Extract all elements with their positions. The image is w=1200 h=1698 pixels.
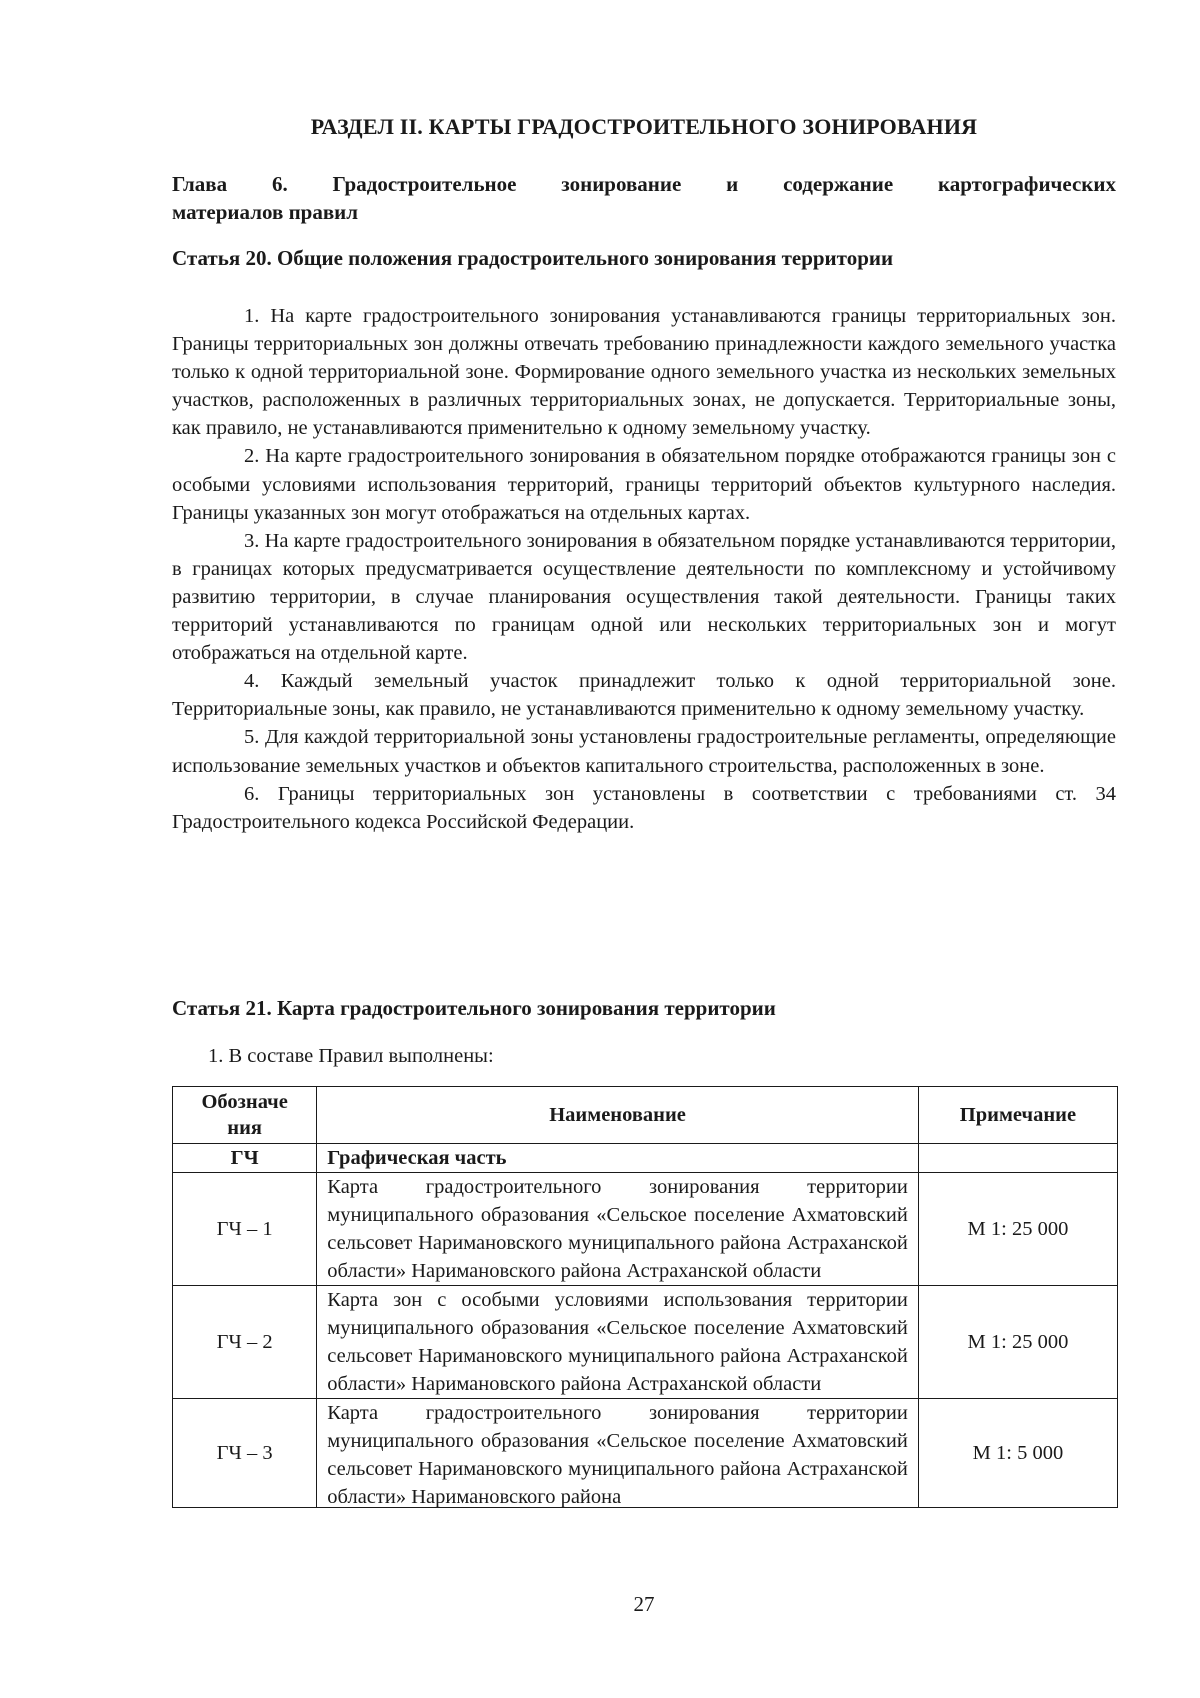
article-21-title: Статья 21. Карта градостроительного зонирования территории <box>172 996 776 1020</box>
header-code: Обозначе ния <box>173 1087 317 1144</box>
table-header-row <box>173 1087 1118 1144</box>
table-row <box>173 1286 1118 1399</box>
row-note: М 1: 25 000 <box>918 1173 1117 1286</box>
article-20-body <box>172 302 1116 836</box>
chapter-title-line-1: Глава 6. Градостроительное зонирование и содержание картографических <box>172 172 1116 196</box>
row-name <box>317 1399 919 1508</box>
table-row <box>173 1173 1118 1286</box>
paragraph-1: 1. На карте градостроительного зонирования устанавливаются границы территориальных зон. Границы территориальных зон должны отвечать требованию принадлежности каждого земельного участка только к одной территориальной зоне. Формирование одного земельного участка из нескольких земельных участков, расположенных в различных территориальных зонах, не допускается. Территориальные зоны, как правило, не устанавливаются применительно к одному земельному участку. <box>172 305 1116 440</box>
section-title: РАЗДЕЛ II. КАРТЫ ГРАДОСТРОИТЕЛЬНОГО ЗОНИРОВАНИЯ <box>310 114 978 139</box>
section-name: Графическая часть <box>317 1144 919 1173</box>
paragraph-3: 3. На карте градостроительного зонирования в обязательном порядке устанавливаются территории, в границах которых предусматривается осуществление деятельности по комплексному и устойчивому развитию территории, в случае планирования осуществления такой деятельности. Границы таких территорий устанавливаются по границам одной или нескольких территориальных зон и могут отображаться на отдельной карте. <box>172 529 1116 665</box>
paragraph-4: 4. Каждый земельный участок принадлежит только к одной территориальной зоне. Территориальные зоны, как правило, не устанавливаются применительно к одному земельному участку. <box>172 670 1116 721</box>
row-code: ГЧ – 2 <box>173 1286 317 1399</box>
chapter-title <box>172 170 1116 226</box>
header-name: Наименование <box>317 1087 919 1144</box>
paragraph-2: 2. На карте градостроительного зонирования в обязательном порядке отображаются границы зон с особыми условиями использования территорий, границы территорий объектов культурного наследия. Границы указанных зон могут отображаться на отдельных картах. <box>172 445 1116 524</box>
paragraph-5: 5. Для каждой территориальной зоны установлены градостроительные регламенты, определяющие использование земельных участков и объектов капитального строительства, расположенных в зоне. <box>172 726 1116 777</box>
chapter-title-line-2: материалов правил <box>172 200 359 224</box>
row-name: Карта зон с особыми условиями использования территории муниципального образования «Сельское поселение Ахматовский сельсовет Наримановского муниципального района Астраханской области» Наримановского района Астраханской области <box>317 1286 919 1399</box>
row-code: ГЧ – 3 <box>173 1399 317 1508</box>
list-intro: 1. В составе Правил выполнены: <box>208 1045 494 1067</box>
article-20-title: Статья 20. Общие положения градостроительного зонирования территории <box>172 246 894 270</box>
row-note: М 1: 25 000 <box>918 1286 1117 1399</box>
table-section-row <box>173 1144 1118 1173</box>
paragraph-6: 6. Границы территориальных зон установлены в соответствии с требованиями ст. 34 Градостроительного кодекса Российской Федерации. <box>172 782 1116 833</box>
document-page <box>172 0 1116 1698</box>
row-name-text: Карта градостроительного зонирования территории муниципального образования «Сельское поселение Ахматовский сельсовет Наримановского муниципального района Астраханской области» Наримановского района <box>327 1402 908 1507</box>
page-number: 27 <box>633 1592 655 1616</box>
documents-table <box>172 1086 1118 1508</box>
table-row <box>173 1399 1118 1508</box>
header-note: Примечание <box>918 1087 1117 1144</box>
section-code: ГЧ <box>173 1144 317 1173</box>
row-name: Карта градостроительного зонирования территории муниципального образования «Сельское поселение Ахматовский сельсовет Наримановского муниципального района Астраханской области» Наримановского района Астраханской области <box>317 1173 919 1286</box>
row-code: ГЧ – 1 <box>173 1173 317 1286</box>
row-note: М 1: 5 000 <box>918 1399 1117 1508</box>
section-note <box>918 1144 1117 1173</box>
